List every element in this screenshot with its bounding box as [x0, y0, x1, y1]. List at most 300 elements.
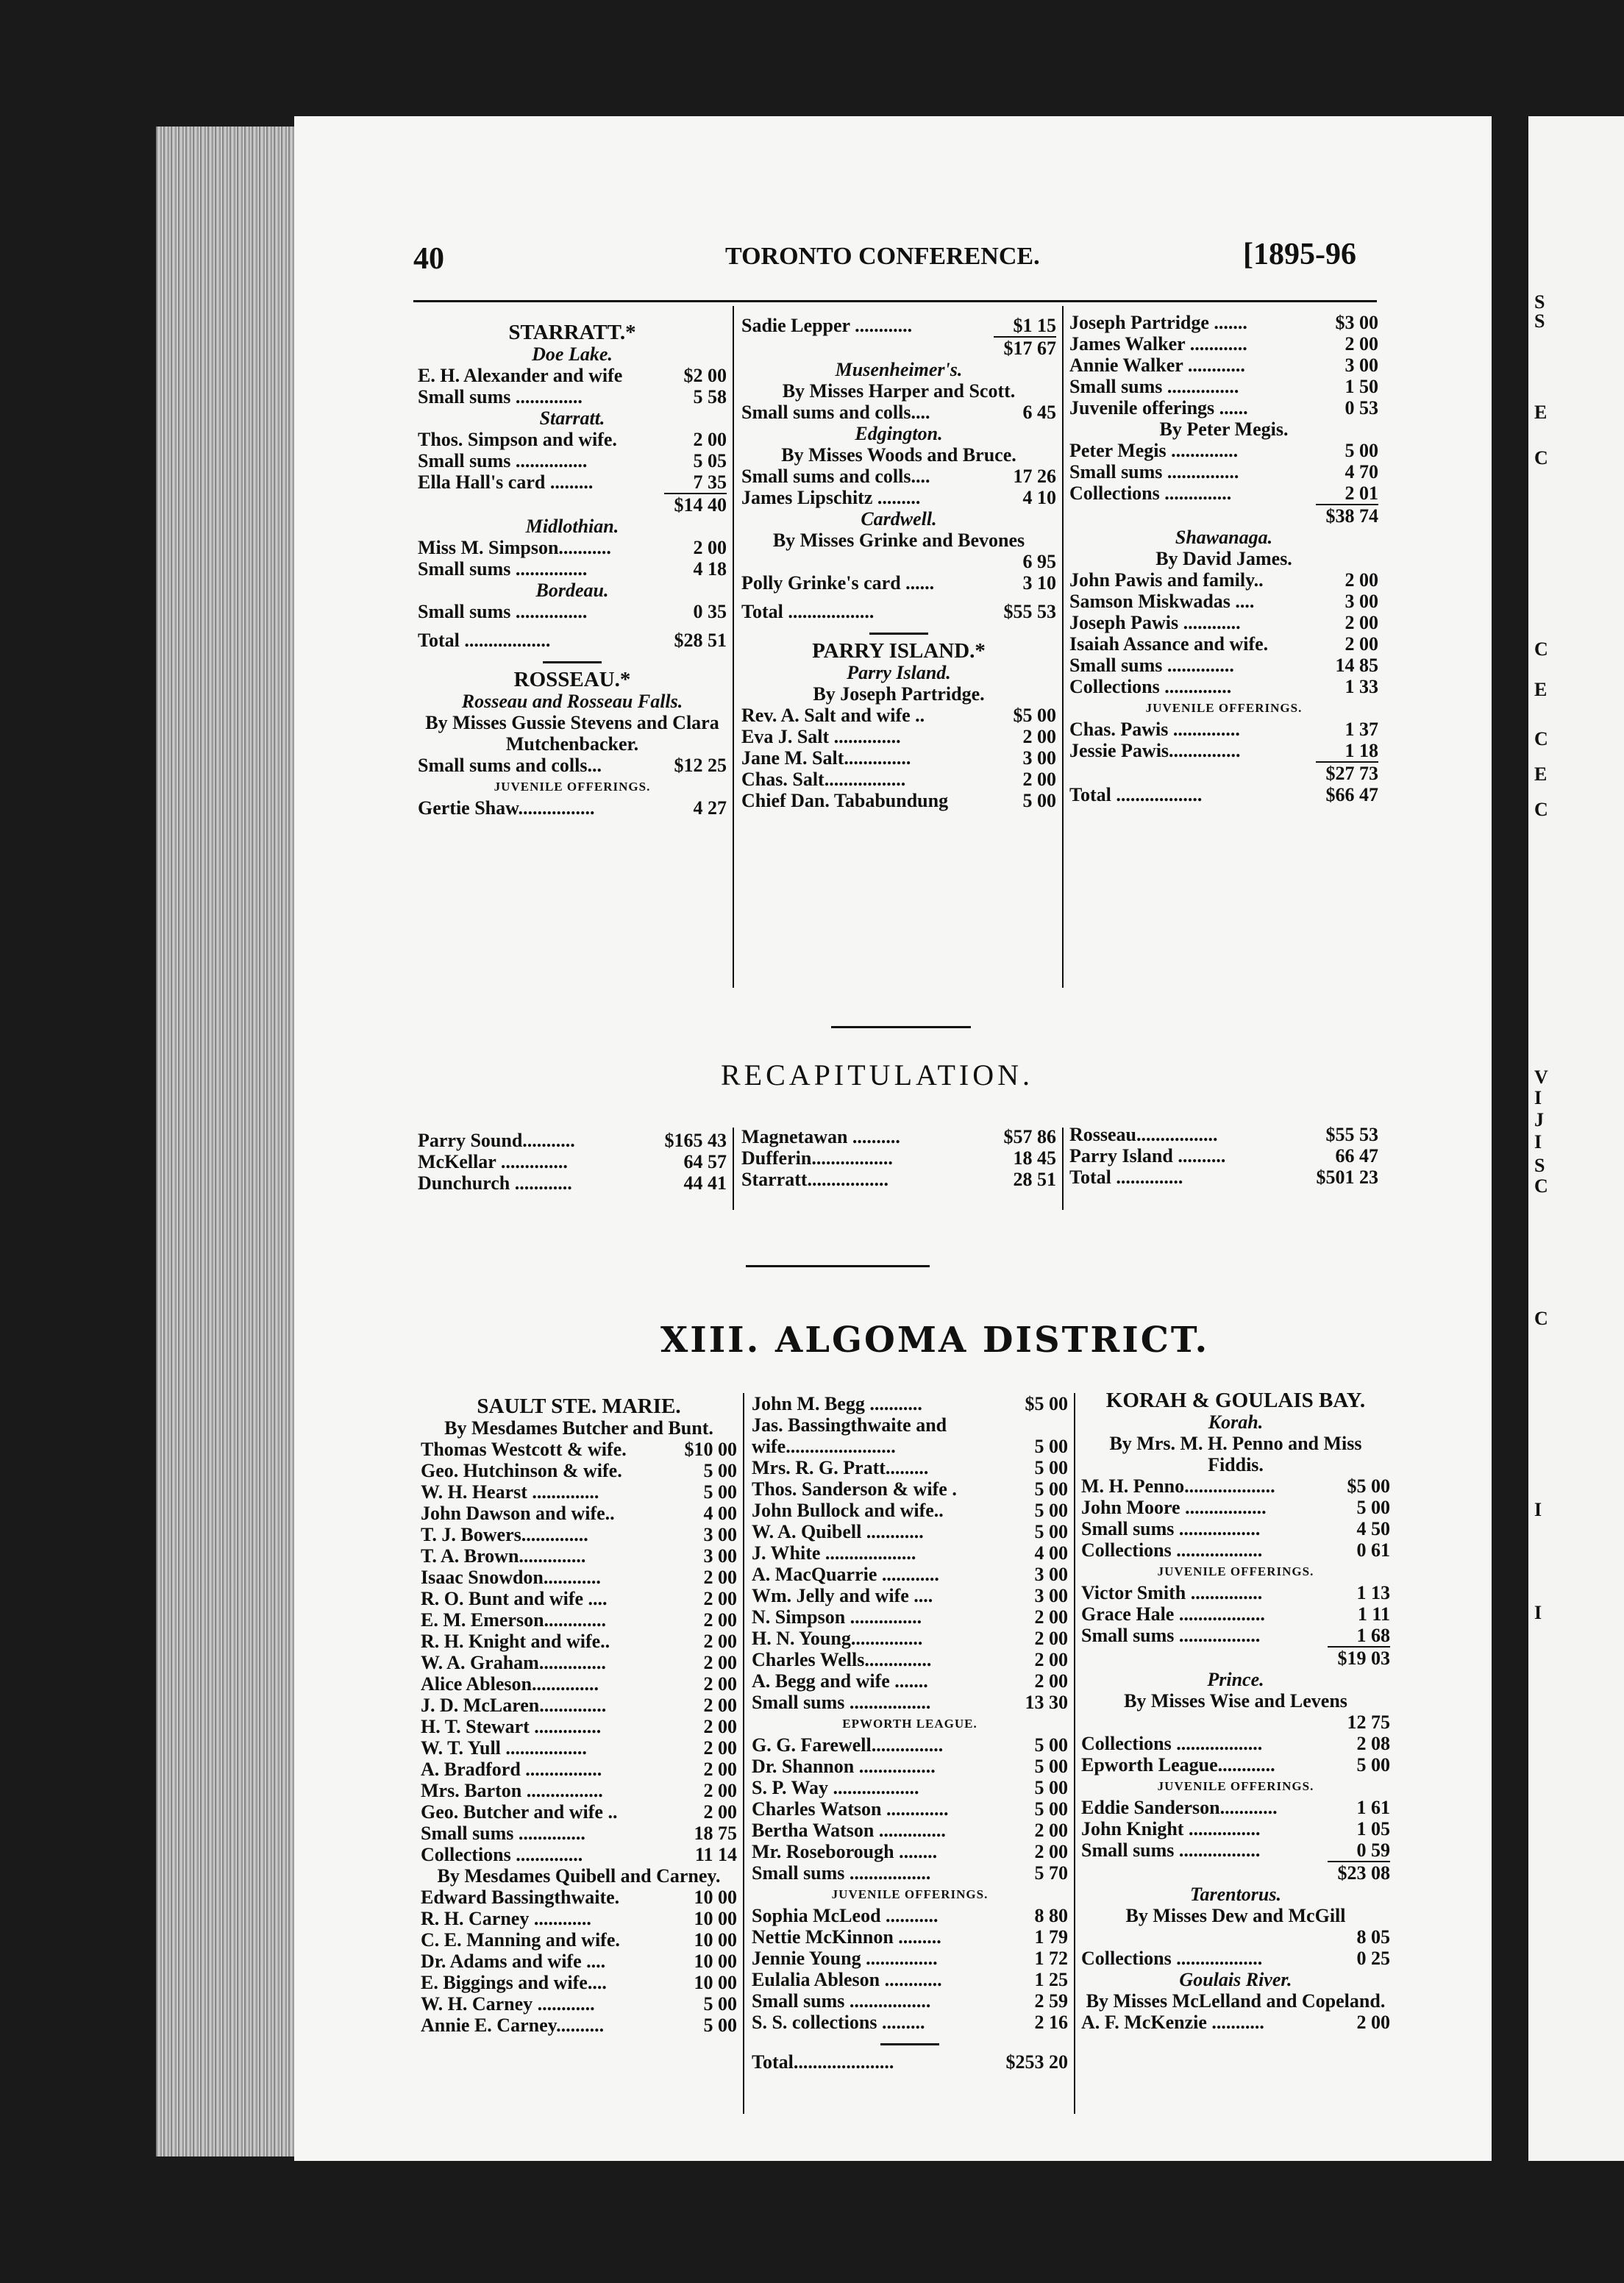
- entry-amount: 10 00: [694, 1951, 737, 1972]
- entry-name: C. E. Manning and wife.: [421, 1929, 620, 1951]
- entry-amount: 3 00: [1034, 1585, 1068, 1606]
- entry-row: [418, 1130, 727, 1151]
- entry-name: Thos. Sanderson & wife .: [752, 1478, 957, 1500]
- entry-row: [752, 1500, 1068, 1521]
- entry-amount: 2 00: [703, 1631, 737, 1652]
- entry-name: Small sums ..............: [421, 1823, 585, 1844]
- entry-row: [421, 1844, 737, 1865]
- entry-amount: 2 00: [1034, 1628, 1068, 1649]
- entry-row: [741, 466, 1056, 487]
- entry-name: E. Biggings and wife....: [421, 1972, 607, 1993]
- entry-amount: 3 00: [703, 1545, 737, 1567]
- running-title: TORONTO CONFERENCE.: [725, 243, 1040, 270]
- entry-name: Starratt.................: [741, 1169, 889, 1190]
- location-subheading: Tarentorus.: [1189, 1884, 1282, 1905]
- entry-name: H. T. Stewart ..............: [421, 1716, 602, 1737]
- entry-name: N. Simpson ...............: [752, 1606, 922, 1628]
- next-page-letter: C: [1534, 638, 1548, 660]
- entry-amount: 18 75: [694, 1823, 737, 1844]
- entry-amount: $10 00: [684, 1439, 737, 1460]
- next-page-letter: C: [1534, 799, 1548, 820]
- entry-name: Dr. Shannon ................: [752, 1756, 936, 1777]
- entry-name: Grace Hale ..................: [1081, 1603, 1265, 1625]
- entry-name: Dufferin.................: [741, 1147, 893, 1169]
- entry-name: Parry Sound...........: [418, 1130, 575, 1151]
- entry-row: [752, 1905, 1068, 1926]
- entry-row: [752, 1521, 1068, 1542]
- entry-name: Small sums and colls....: [741, 466, 930, 487]
- entry-amount: 66 47: [1335, 1145, 1378, 1167]
- entry-row: [1069, 719, 1378, 740]
- entry-amount: 5 00: [1034, 1756, 1068, 1777]
- entry-amount: 13 30: [1025, 1692, 1068, 1713]
- entry-name: Small sums ...............: [418, 450, 588, 471]
- entry-name: Rev. A. Salt and wife ..: [741, 705, 925, 726]
- entry-row: [741, 790, 1056, 811]
- entry-amount: 4 70: [1345, 461, 1378, 482]
- entry-amount: 5 00: [1034, 1478, 1068, 1500]
- entry-row: [421, 2015, 737, 2036]
- collector-line: By Misses Harper and Scott.: [782, 380, 1016, 402]
- entry-row: [418, 365, 727, 386]
- entry-row: [421, 1823, 737, 1844]
- next-page-letter: V: [1534, 1066, 1548, 1088]
- entry-name: S. P. Way ..................: [752, 1777, 919, 1798]
- next-page-letter: C: [1534, 728, 1548, 749]
- entry-amount: 1 79: [1034, 1926, 1068, 1948]
- entry-row: [421, 1524, 737, 1545]
- entry-row: [741, 572, 1056, 594]
- column-divider: [1062, 1128, 1064, 1210]
- next-page-letter: I: [1534, 1131, 1542, 1153]
- entry-row: [1081, 1948, 1390, 1969]
- entry-amount: 3 00: [1345, 355, 1378, 376]
- page-edge-stack: [156, 127, 318, 2156]
- entry-row: [752, 1734, 1068, 1756]
- entry-amount: $1 15: [1013, 315, 1056, 336]
- entry-name: Isaiah Assance and wife.: [1069, 633, 1269, 655]
- year-range: [1895-96: [1243, 238, 1356, 271]
- entry-amount: 2 00: [703, 1737, 737, 1759]
- entry-amount: 0 53: [1345, 397, 1378, 419]
- entry-amount: 5 05: [693, 450, 727, 471]
- entry-amount: 2 00: [703, 1652, 737, 1673]
- entry-row: [1081, 1625, 1390, 1646]
- subtotal-row: [418, 493, 727, 516]
- entry-name: James Walker ............: [1069, 333, 1247, 355]
- next-page-letter: I: [1534, 1602, 1542, 1623]
- entry-row: [1069, 461, 1378, 482]
- entry-row: [421, 1929, 737, 1951]
- entry-name: Parry Island ..........: [1069, 1145, 1226, 1167]
- entry-name: Dr. Adams and wife ....: [421, 1951, 606, 1972]
- entry-name: W. A. Quibell ............: [752, 1521, 924, 1542]
- recap-column-3: [1069, 1124, 1378, 1188]
- entry-row: [1069, 440, 1378, 461]
- entry-name: Mrs. Barton ................: [421, 1780, 603, 1801]
- entry-name: Edward Bassingthwaite.: [421, 1887, 620, 1908]
- entry-row: [1069, 740, 1378, 761]
- subtotal-amount: $17 67: [994, 336, 1056, 359]
- entry-amount: 6 45: [1022, 402, 1056, 423]
- entry-amount: 3 00: [1345, 591, 1378, 612]
- entry-name: R. H. Carney ............: [421, 1908, 591, 1929]
- entry-row: [418, 1151, 727, 1172]
- entry-name: John Dawson and wife..: [421, 1503, 615, 1524]
- entry-name: Ella Hall's card .........: [418, 471, 594, 493]
- entry-amount: 1 50: [1345, 376, 1378, 397]
- entry-amount: 1 13: [1356, 1582, 1390, 1603]
- entry-row: [1081, 1712, 1390, 1733]
- entry-row: [418, 797, 727, 819]
- entry-amount: 2 00: [1345, 612, 1378, 633]
- location-subheading: Shawanaga.: [1175, 527, 1273, 548]
- section-heading: SAULT STE. MARIE.: [477, 1395, 681, 1418]
- location-subheading: Midlothian.: [525, 516, 619, 537]
- entry-name: A. F. McKenzie ...........: [1081, 2012, 1264, 2033]
- entry-row: [1081, 1518, 1390, 1539]
- entry-row: [752, 1436, 1068, 1457]
- entry-amount: 2 00: [1345, 333, 1378, 355]
- entry-amount: 2 00: [703, 1759, 737, 1780]
- entry-name: Collections ..................: [1081, 1733, 1263, 1754]
- subtotal-amount: $14 40: [664, 493, 727, 516]
- entry-amount: 4 00: [1034, 1542, 1068, 1564]
- entry-row: [418, 601, 727, 622]
- entry-name: Small sums ..............: [418, 386, 583, 407]
- recap-column-2: [741, 1126, 1056, 1190]
- entry-row: [752, 1969, 1068, 1990]
- entry-row: [421, 1887, 737, 1908]
- entry-name: Total ..................: [741, 601, 875, 622]
- entry-row: [1081, 1497, 1390, 1518]
- entry-amount: 3 00: [1022, 747, 1056, 769]
- entry-name: Collections ..............: [1069, 482, 1232, 504]
- next-page-letter: E: [1534, 402, 1548, 423]
- entry-name: Total ..................: [1069, 784, 1203, 805]
- collector-line: By Misses Wise and Levens: [1124, 1690, 1347, 1712]
- entry-amount: 2 00: [1034, 1649, 1068, 1670]
- entry-name: Samson Miskwadas ....: [1069, 591, 1255, 612]
- entry-amount: 2 00: [1034, 1820, 1068, 1841]
- entry-amount: 2 08: [1356, 1733, 1390, 1754]
- entry-name: Magnetawan ..........: [741, 1126, 900, 1147]
- collector-line: By Misses McLelland and Copeland.: [1086, 1990, 1386, 2012]
- spacer: [418, 622, 727, 630]
- entry-amount: $253 20: [1005, 2051, 1068, 2073]
- entry-row: [421, 1737, 737, 1759]
- entry-row: [741, 487, 1056, 508]
- entry-amount: 1 11: [1357, 1603, 1390, 1625]
- entry-row: [741, 601, 1056, 622]
- entry-amount: 2 00: [703, 1801, 737, 1823]
- entry-name: A. Bradford ................: [421, 1759, 602, 1780]
- entry-row: [752, 1820, 1068, 1841]
- entry-amount: $165 43: [664, 1130, 727, 1151]
- entry-name: Total ..............: [1069, 1167, 1183, 1188]
- entry-row: [421, 1503, 737, 1524]
- entry-row: [1069, 397, 1378, 419]
- entry-row: [752, 2051, 1068, 2073]
- subtotal-row: [1069, 504, 1378, 527]
- entry-name: Nettie McKinnon .........: [752, 1926, 941, 1948]
- entry-amount: 44 41: [683, 1172, 727, 1194]
- entry-amount: 5 00: [1356, 1754, 1390, 1776]
- next-page-letter: C: [1534, 447, 1548, 469]
- entry-amount: 5 00: [703, 2015, 737, 2036]
- entry-row: [741, 1169, 1056, 1190]
- entry-amount: 2 00: [1022, 769, 1056, 790]
- category-label: JUVENILE OFFERINGS.: [1157, 1779, 1314, 1793]
- column-divider: [1074, 1393, 1075, 2114]
- entry-row: [1069, 312, 1378, 333]
- entry-row: [421, 1481, 737, 1503]
- entry-row: [1081, 1582, 1390, 1603]
- entry-amount: 2 00: [1034, 1606, 1068, 1628]
- subtotal-row: [741, 336, 1056, 359]
- entry-row: [752, 1777, 1068, 1798]
- entry-name: Annie E. Carney..........: [421, 2015, 605, 2036]
- entry-amount: 5 00: [1034, 1457, 1068, 1478]
- entry-amount: 14 85: [1335, 655, 1378, 676]
- entry-amount: 2 00: [703, 1673, 737, 1695]
- entry-name: H. N. Young...............: [752, 1628, 923, 1649]
- location-subheading: Prince.: [1207, 1669, 1264, 1690]
- entry-row: [1069, 784, 1378, 805]
- entry-row: [752, 1585, 1068, 1606]
- entry-row: [752, 1457, 1068, 1478]
- entry-row: [1081, 1733, 1390, 1754]
- entry-name: R. O. Bunt and wife ....: [421, 1588, 608, 1609]
- entry-row: [1069, 376, 1378, 397]
- entry-amount: 10 00: [694, 1887, 737, 1908]
- entry-row: [1069, 569, 1378, 591]
- entry-name: Epworth League............: [1081, 1754, 1275, 1776]
- category-label: JUVENILE OFFERINGS.: [1157, 1564, 1314, 1578]
- entry-name: Small sums .................: [752, 1990, 931, 2012]
- entry-name: Small sums ...............: [418, 558, 588, 580]
- entry-name: Chief Dan. Tababundung: [741, 790, 949, 811]
- entry-name: Small sums .................: [1081, 1839, 1261, 1861]
- entry-amount: 0 25: [1356, 1948, 1390, 1969]
- next-page-fragment: [1528, 116, 1624, 2161]
- entry-amount: 2 00: [1034, 1670, 1068, 1692]
- entry-amount: 1 61: [1356, 1797, 1390, 1818]
- entry-amount: $66 47: [1325, 784, 1378, 805]
- entry-name: Sadie Lepper ............: [741, 315, 913, 336]
- entry-row: [752, 1649, 1068, 1670]
- entry-name: Thos. Simpson and wife.: [418, 429, 617, 450]
- next-page-letter: C: [1534, 1308, 1548, 1329]
- collector-line: By Misses Grinke and Bevones: [772, 530, 1025, 551]
- location-subheading: Goulais River.: [1179, 1969, 1292, 1990]
- collector-line: By Peter Megis.: [1159, 419, 1289, 440]
- entry-amount: $5 00: [1013, 705, 1056, 726]
- entry-name: Peter Megis ..............: [1069, 440, 1239, 461]
- entry-row: [1069, 1167, 1378, 1188]
- top-column-1: [418, 322, 727, 819]
- entry-row: [1081, 1818, 1390, 1839]
- entry-name: Charles Wells..............: [752, 1649, 932, 1670]
- entry-amount: 5 00: [703, 1993, 737, 2015]
- short-rule: [880, 2043, 939, 2045]
- entry-amount: 64 57: [683, 1151, 727, 1172]
- entry-amount: 2 00: [1356, 2012, 1390, 2033]
- entry-row: [752, 1478, 1068, 1500]
- entry-name: J. White ...................: [752, 1542, 916, 1564]
- entry-row: [421, 1439, 737, 1460]
- entry-amount: 3 10: [1022, 572, 1056, 594]
- entry-row: [752, 1542, 1068, 1564]
- entry-amount: 5 00: [1022, 790, 1056, 811]
- entry-amount: 10 00: [694, 1972, 737, 1993]
- entry-name: John Bullock and wife..: [752, 1500, 944, 1521]
- entry-row: [752, 1990, 1068, 2012]
- entry-name: Total.....................: [752, 2051, 894, 2073]
- entry-amount: 2 59: [1034, 1990, 1068, 2012]
- section-rule: [831, 1026, 971, 1028]
- column-divider: [743, 1393, 744, 2114]
- next-page-letter: I: [1534, 1499, 1542, 1520]
- location-subheading: Starratt.: [539, 407, 605, 429]
- entry-row: [741, 705, 1056, 726]
- entry-name: Small sums ...............: [418, 601, 588, 622]
- entry-name: Thomas Westcott & wife.: [421, 1439, 627, 1460]
- entry-row: [741, 315, 1056, 336]
- entry-name: A. MacQuarrie ............: [752, 1564, 939, 1585]
- entry-amount: 2 00: [1345, 569, 1378, 591]
- page-number: 40: [413, 242, 444, 276]
- entry-row: [752, 1862, 1068, 1884]
- entry-name: Total ..................: [418, 630, 551, 651]
- entry-row: [1069, 333, 1378, 355]
- next-page-letter: I: [1534, 1087, 1542, 1108]
- entry-amount: 1 25: [1034, 1969, 1068, 1990]
- entry-row: [421, 1631, 737, 1652]
- entry-name: Isaac Snowdon............: [421, 1567, 601, 1588]
- entry-name: Jessie Pawis...............: [1069, 740, 1241, 761]
- entry-amount: 4 00: [703, 1503, 737, 1524]
- entry-row: [1069, 355, 1378, 376]
- entry-name: S. S. collections .........: [752, 2012, 925, 2033]
- location-subheading: Bordeau.: [535, 580, 609, 601]
- entry-row: [418, 386, 727, 407]
- entry-amount: $501 23: [1316, 1167, 1378, 1188]
- entry-amount: 5 00: [1034, 1500, 1068, 1521]
- entry-row: [1081, 1539, 1390, 1561]
- section-rule: [746, 1265, 930, 1267]
- entry-name: Jas. Bassingthwaite and: [752, 1414, 947, 1436]
- entry-amount: 1 05: [1356, 1818, 1390, 1839]
- section-heading: STARRATT.*: [508, 321, 636, 344]
- entry-row: [421, 1545, 737, 1567]
- entry-amount: $55 53: [1003, 601, 1056, 622]
- entry-row: [741, 747, 1056, 769]
- entry-amount: 7 35: [693, 471, 727, 493]
- entry-name: Small sums .................: [752, 1862, 931, 1884]
- entry-row: [752, 1393, 1068, 1414]
- subtotal-amount: $23 08: [1328, 1861, 1390, 1884]
- entry-amount: 2 00: [703, 1609, 737, 1631]
- collector-line: By Misses Woods and Bruce.: [781, 444, 1016, 466]
- entry-name: Rosseau.................: [1069, 1124, 1218, 1145]
- entry-name: James Lipschitz .........: [741, 487, 921, 508]
- entry-row: [1081, 1839, 1390, 1861]
- header-rule: [413, 300, 1377, 302]
- entry-row: [1081, 1475, 1390, 1497]
- entry-amount: $3 00: [1335, 312, 1378, 333]
- entry-name: Victor Smith ...............: [1081, 1582, 1263, 1603]
- location-subheading: Edgington.: [855, 423, 943, 444]
- entry-amount: 1 37: [1345, 719, 1378, 740]
- entry-name: Annie Walker ............: [1069, 355, 1245, 376]
- entry-name: Dunchurch ............: [418, 1172, 572, 1194]
- subtotal-amount: $27 73: [1316, 761, 1378, 784]
- entry-name: Small sums ...............: [1069, 376, 1239, 397]
- bottom-column-1: [421, 1396, 737, 2036]
- entry-row: [1081, 2012, 1390, 2033]
- entry-amount: $55 53: [1325, 1124, 1378, 1145]
- entry-name: Collections ..................: [1081, 1948, 1263, 1969]
- collector-line: By Mrs. M. H. Penno and Miss Fiddis.: [1109, 1433, 1362, 1475]
- entry-amount: 5 70: [1034, 1862, 1068, 1884]
- entry-name: Juvenile offerings ......: [1069, 397, 1248, 419]
- entry-amount: 2 00: [693, 537, 727, 558]
- recap-title: RECAPITULATION.: [721, 1058, 1033, 1091]
- entry-row: [421, 1652, 737, 1673]
- entry-row: [741, 1126, 1056, 1147]
- subtotal-amount: $38 74: [1316, 504, 1378, 527]
- entry-row: [752, 1841, 1068, 1862]
- entry-amount: 2 00: [693, 429, 727, 450]
- entry-amount: 10 00: [694, 1908, 737, 1929]
- entry-amount: 5 58: [693, 386, 727, 407]
- next-page-letter: C: [1534, 1175, 1548, 1197]
- entry-amount: 2 00: [703, 1780, 737, 1801]
- entry-name: W. H. Carney ............: [421, 1993, 595, 2015]
- entry-name: T. A. Brown..............: [421, 1545, 586, 1567]
- entry-name: Jane M. Salt..............: [741, 747, 911, 769]
- entry-name: Small sums .................: [752, 1692, 931, 1713]
- entry-amount: $12 25: [674, 755, 727, 776]
- entry-row: [1069, 612, 1378, 633]
- entry-amount: 5 00: [1034, 1734, 1068, 1756]
- next-page-letter: E: [1534, 679, 1548, 700]
- district-title: XIII. ALGOMA DISTRICT.: [660, 1319, 1210, 1361]
- entry-amount: 5 00: [1034, 1436, 1068, 1457]
- entry-name: Small sums ...............: [1069, 461, 1239, 482]
- recap-column-1: [418, 1130, 727, 1194]
- entry-amount: 5 00: [1356, 1497, 1390, 1518]
- entry-name: Alice Ableson..............: [421, 1673, 599, 1695]
- short-rule: [543, 661, 602, 663]
- entry-row: [1069, 482, 1378, 504]
- entry-amount: 1 33: [1345, 676, 1378, 697]
- entry-name: Collections ..................: [1081, 1539, 1263, 1561]
- column-divider: [733, 306, 734, 988]
- entry-amount: 2 00: [1022, 726, 1056, 747]
- entry-name: Sophia McLeod ...........: [752, 1905, 939, 1926]
- entry-row: [421, 1567, 737, 1588]
- section-heading: ROSSEAU.*: [513, 668, 631, 691]
- entry-name: Polly Grinke's card ......: [741, 572, 935, 594]
- location-subheading: Rosseau and Rosseau Falls.: [461, 691, 683, 712]
- column-divider: [1062, 306, 1064, 988]
- entry-row: [418, 1172, 727, 1194]
- entry-name: Mrs. R. G. Pratt.........: [752, 1457, 929, 1478]
- entry-amount: 10 00: [694, 1929, 737, 1951]
- entry-name: Eulalia Ableson ............: [752, 1969, 942, 1990]
